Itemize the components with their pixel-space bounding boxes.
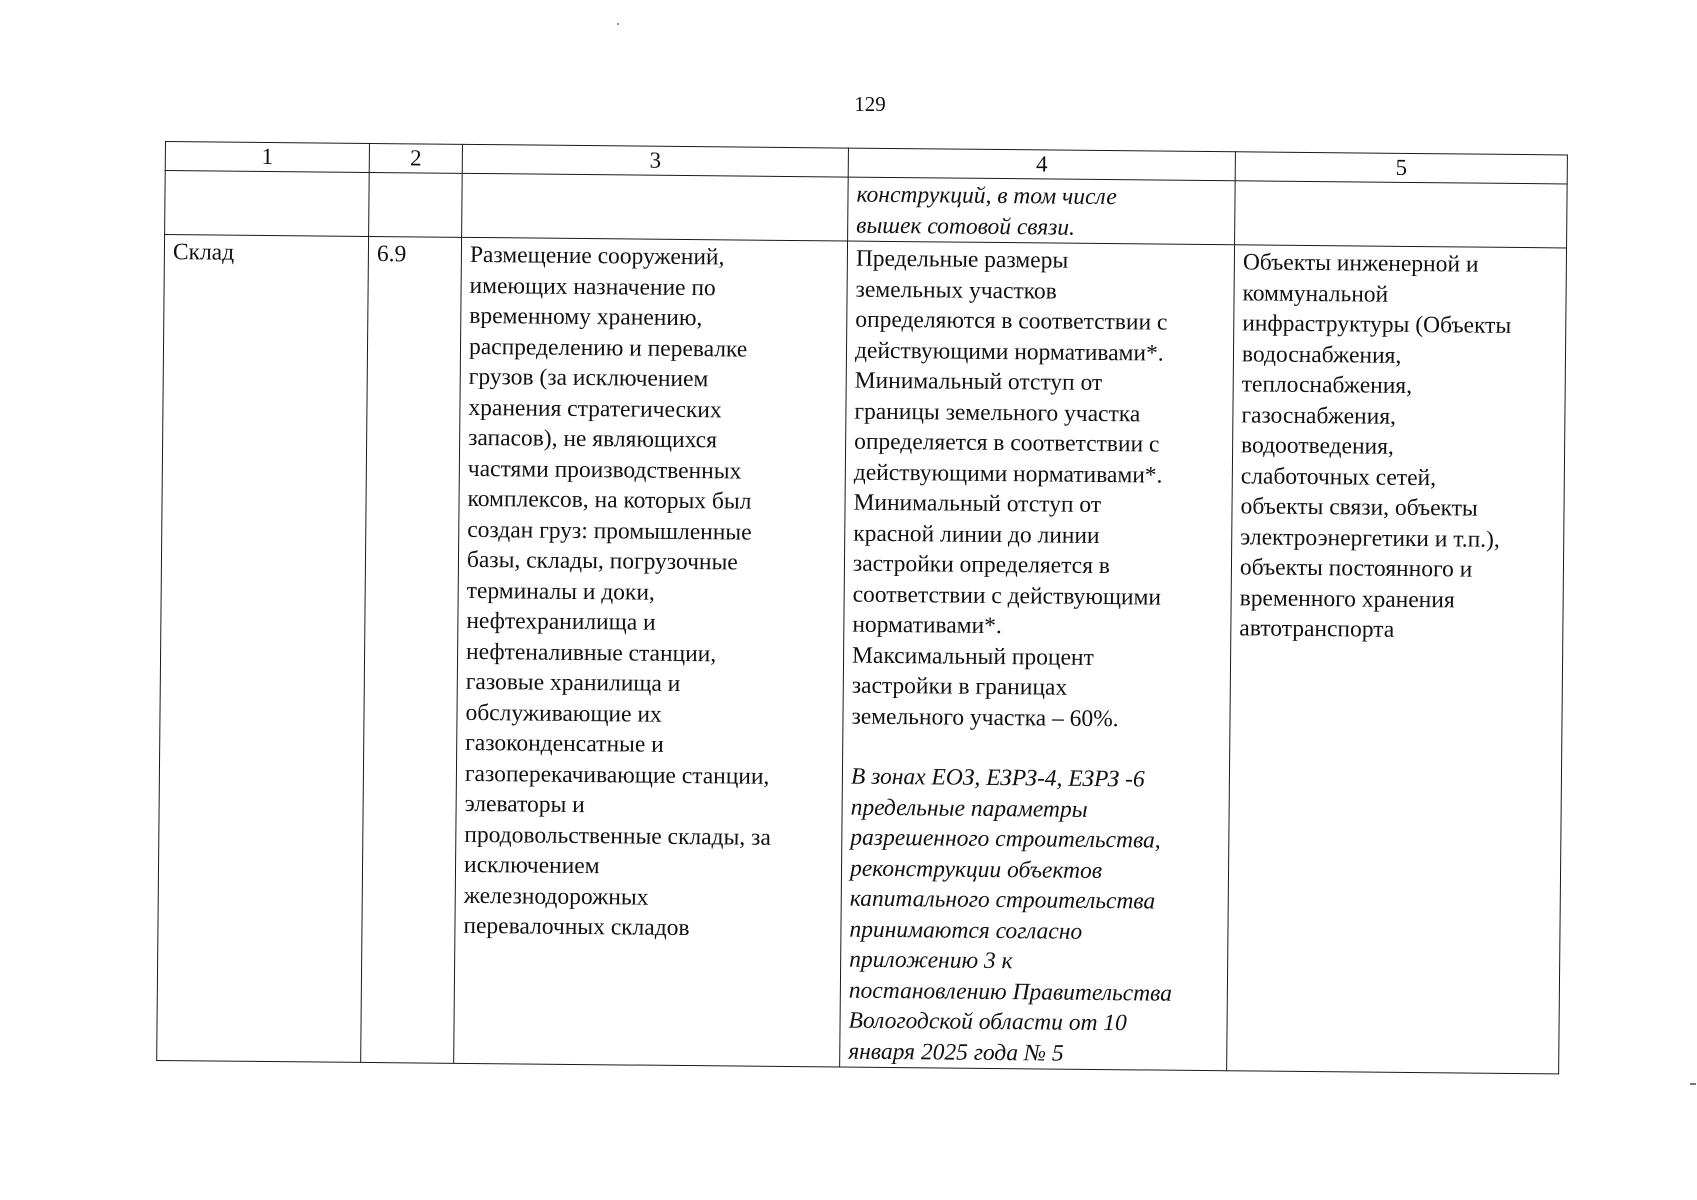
- page-number: 129: [854, 92, 886, 116]
- continuation-cell-2: [369, 172, 463, 237]
- zone-parameters-note: В зонах ЕОЗ, ЕЗРЗ-4, ЕЗРЗ -6 предельные параметры разрешенного строительства, реконструкции объектов капитального строительства принимаются согласно приложению 3 к постановлению Правительства Вологодской области от 10 января 2025 года № 5: [848, 763, 1173, 1067]
- column-number-4: 4: [848, 148, 1235, 181]
- continuation-cell-1: [165, 171, 370, 237]
- continuation-note-cell: конструкций, в том числе вышек сотовой связи.: [848, 177, 1236, 245]
- use-code-cell: 6.9: [361, 236, 462, 1063]
- paragraph-gap: [851, 732, 1221, 766]
- continuation-cell-3: [462, 173, 849, 241]
- column-number-2: 2: [369, 143, 462, 173]
- table-row: [157, 235, 1567, 1074]
- ancillary-objects-cell: Объекты инженерной и коммунальной инфраструктуры (Объекты водоснабжения, теплоснабжения, газоснабжения, водоотведения, слаботочных сетей, объекты связи, объекты электроэнергетики и т.п.), объекты постоянного и временного хранения автотранспорта: [1227, 245, 1567, 1074]
- column-number-1: 1: [165, 142, 369, 173]
- regulations-table: [156, 141, 1568, 1074]
- use-description-cell: Размещение сооружений, имеющих назначение по временному хранению, распределению и перевалке грузов (за исключением хранения стратегических запасов), не являющихся частями производственных комплексов, на которых был создан груз: промышленные базы, склады, погрузочные терминалы и доки, нефтехранилища и нефтеналивные станции, газовые хранилища и обслуживающие их газоконденсатные и газоперекачивающие станции, элеваторы и продовольственные склады, за исключением железнодорожных перевалочных складов: [454, 237, 848, 1067]
- continuation-cell-5: [1235, 181, 1568, 248]
- scan-speck: [617, 23, 619, 25]
- land-use-type-cell: Склад: [157, 235, 369, 1063]
- column-number-5: 5: [1235, 152, 1567, 184]
- parameters-cell: [840, 241, 1235, 1071]
- parameters-text: Предельные размеры земельных участков определяются в соответствии с действующими нормативами*. Минимальный отступ от границы земельного участка определяется в соответствии с действующими нормативами*. Минимальный отступ от красной линии до линии застройки определяется в соответствии с действующими нормативами*. Максимальный процент застройки в границах земельного участка – 60%.: [851, 245, 1168, 732]
- scan-speck: [1690, 1083, 1696, 1085]
- column-number-3: 3: [462, 144, 848, 177]
